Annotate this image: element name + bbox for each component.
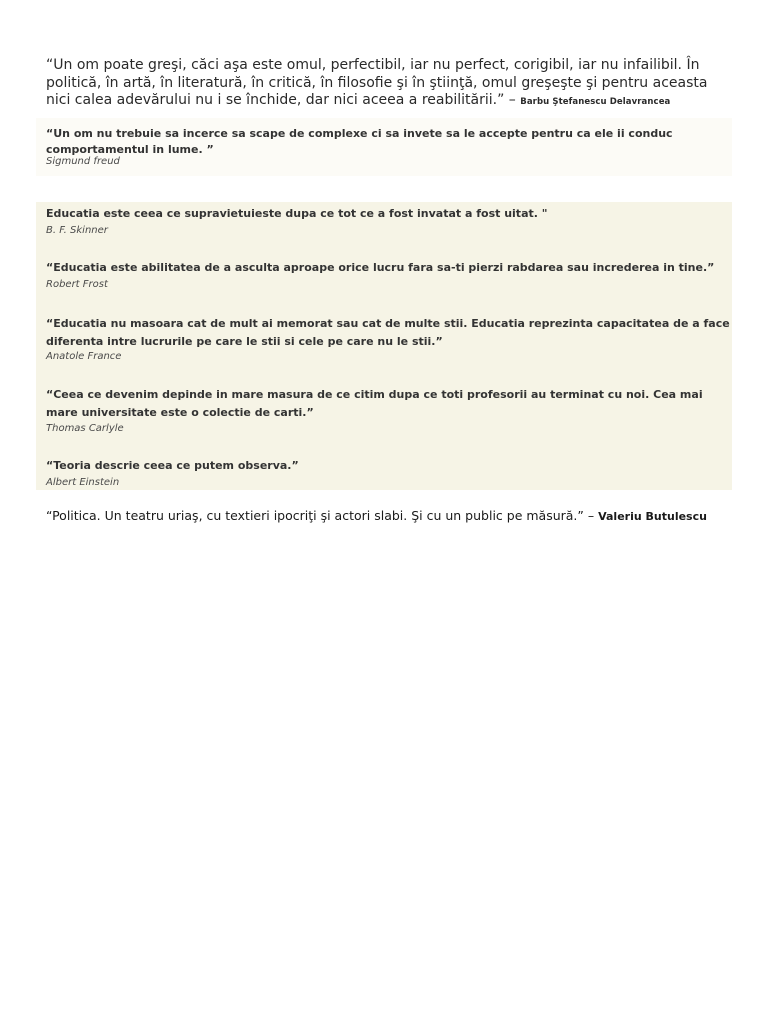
quote-freud-author: Sigmund freud xyxy=(46,156,120,167)
education-quote-text: “Ceea ce devenim depinde in mare masura de ce citim dupa ce toti profesorii au terminat cu noi. Cea mai mare universitate este o colectie de carti.” xyxy=(46,388,703,419)
quote-butulescu xyxy=(46,508,726,525)
education-quote-text: “Educatia nu masoara cat de mult ai memorat sau cat de multe stii. Educatia reprezinta capacitatea de a face diferenta intre lucrurile pe care le stii si cele pe care nu le stii.” xyxy=(46,317,730,348)
education-quote-author: Albert Einstein xyxy=(46,477,120,488)
education-quote-text: “Educatia este abilitatea de a asculta aproape orice lucru fara sa-ti pierzi rabdarea sau increderea in tine.” xyxy=(46,261,715,274)
quote-dash: – xyxy=(504,92,521,108)
education-quote-text: Educatia este ceea ce supravietuieste dupa ce tot ce a fost invatat a fost uitat. " xyxy=(46,207,548,220)
education-quote-author: Thomas Carlyle xyxy=(46,423,124,434)
education-quote-author: Anatole France xyxy=(46,351,122,362)
education-quote-author: B. F. Skinner xyxy=(46,225,108,236)
quote-text: “Politica. Un teatru uriaş, cu textieri ipocriţi şi actori slabi. Şi cu un public pe măsură.” xyxy=(46,508,584,523)
quote-author: Barbu Ştefanescu Delavrancea xyxy=(520,97,671,107)
quote-delavrancea xyxy=(46,57,726,112)
education-quote-text: “Teoria descrie ceea ce putem observa.” xyxy=(46,459,299,472)
quote-author: Valeriu Butulescu xyxy=(598,510,707,523)
quote-text: “Un om poate greşi, căci aşa este omul, perfectibil, iar nu perfect, corigibil, iar nu infailibil. În politică, în artă, în literatură, în critică, în filosofie şi în ştiinţă, omul greşeşte şi pentru aceasta nici calea adevărului nu i se închide, dar nici aceea a reabilitării.” xyxy=(46,57,708,108)
quote-dash: – xyxy=(583,508,599,523)
quote-freud-text: “Un om nu trebuie sa incerce sa scape de complexe ci sa invete sa le accepte pentru ca ele ii conduc comportamentul in lume. ” xyxy=(46,127,673,156)
education-quote-author: Robert Frost xyxy=(46,279,108,290)
